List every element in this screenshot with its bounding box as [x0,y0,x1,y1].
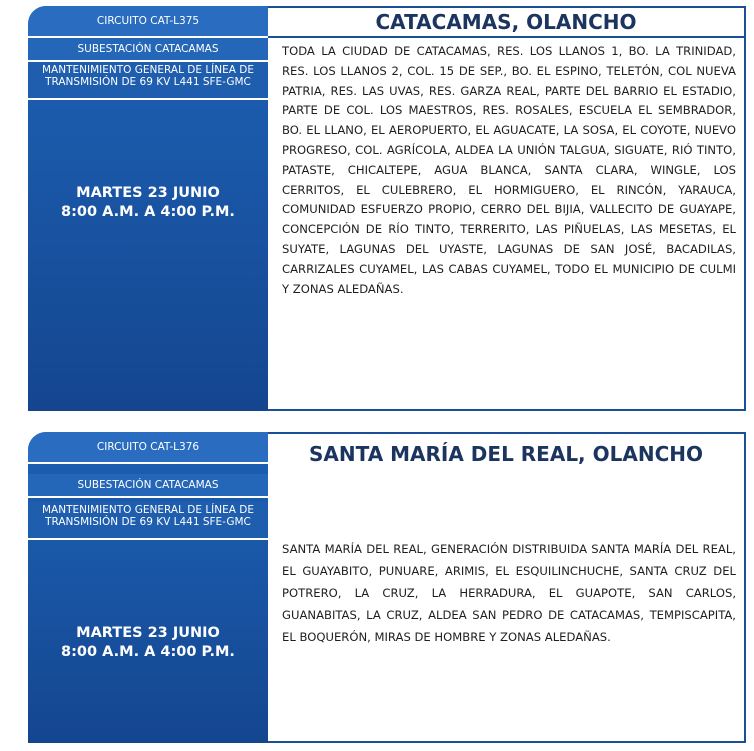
areas-panel [268,432,746,743]
outage-card [28,432,746,743]
divider [28,462,268,464]
schedule-panel [28,432,268,743]
schedule-panel [28,6,268,411]
affected-areas-text: SANTA MARÍA DEL REAL, GENERACIÓN DISTRIBUIDA SANTA MARÍA DEL REAL, EL GUAYABITO, PUNUARE, ARIMIS, EL ESQUILINCHUCHE, SANTA CRUZ DEL POTRERO, LA CRUZ, LA HERRADURA, EL GUAPOTE, SAN CARLOS, GUANABITAS, LA CRUZ, ALDEA SAN PEDRO DE CATACAMAS, TEMPISCAPITA, EL BOQUERÓN, MIRAS DE HOMBRE Y ZONAS ALEDAÑAS. [282,542,736,644]
divider [28,538,268,540]
substation-label: SUBESTACIÓN CATACAMAS [28,474,268,496]
outage-date: MARTES 23 JUNIO [76,185,220,201]
circuit-label: CIRCUITO CAT-L376 [28,432,268,462]
circuit-label: CIRCUITO CAT-L375 [28,6,268,36]
divider [28,496,268,498]
outage-time: 8:00 A.M. A 4:00 P.M. [61,644,235,660]
outage-date: MARTES 23 JUNIO [76,625,220,641]
maintenance-label: MANTENIMIENTO GENERAL DE LÍNEA DE TRANSMISIÓN DE 69 KV L441 SFE-GMC [28,502,268,538]
divider [28,98,268,100]
title-underline [268,36,744,38]
outage-time: 8:00 A.M. A 4:00 P.M. [61,204,235,220]
substation-label: SUBESTACIÓN CATACAMAS [28,38,268,60]
affected-areas-text: TODA LA CIUDAD DE CATACAMAS, RES. LOS LLANOS 1, BO. LA TRINIDAD, RES. LOS LLANOS 2, COL. 15 DE SEP., BO. EL ESPINO, TELETÓN, COL NUEVA PATRIA, RES. LAS UVAS, RES. GARZA REAL, PARTE DEL BARRIO EL ESTADIO, PARTE DE COL. LOS MAESTROS, RES. ROSALES, ESCUELA EL SEMBRADOR, BO. EL LLANO, EL AEROPUERTO, EL AGUACATE, LA SOSA, EL COYOTE, NUEVO PROGRESO, COL. AGRÍCOLA, ALDEA LA UNIÓN TALGUA, SIGUATE, RIÓ TINTO, PATASTE, CHICALTEPE, AGUA BLANCA, SANTA CLARA, WINGLE, LOS CERRITOS, EL CULEBRERO, EL HORMIGUERO, EL RINCÓN, YARAUCA, COMUNIDAD ESFUERZO PROPIO, CERRO DEL BIJIA, VALLECITO DE GUAYAPE, CONCEPCIÓN DE RÍO TINTO, TERRERITO, LAS PIÑUELAS, LAS MESETAS, EL SUYATE, LAGUNAS DEL UYASTE, LAGUNAS DE SAN JOSÉ, BACADILAS, CARRIZALES CUYAMEL, LAS CABAS CUYAMEL, TODO EL MUNICIPIO DE CULMI Y ZONAS ALEDAÑAS. [282,44,736,296]
location-title: SANTA MARÍA DEL REAL, OLANCHO [308,442,703,466]
location-title: CATACAMAS, OLANCHO [375,10,637,34]
maintenance-label: MANTENIMIENTO GENERAL DE LÍNEA DE TRANSMISIÓN DE 69 KV L441 SFE-GMC [28,62,268,98]
outage-card [28,6,746,411]
areas-panel [268,6,746,411]
